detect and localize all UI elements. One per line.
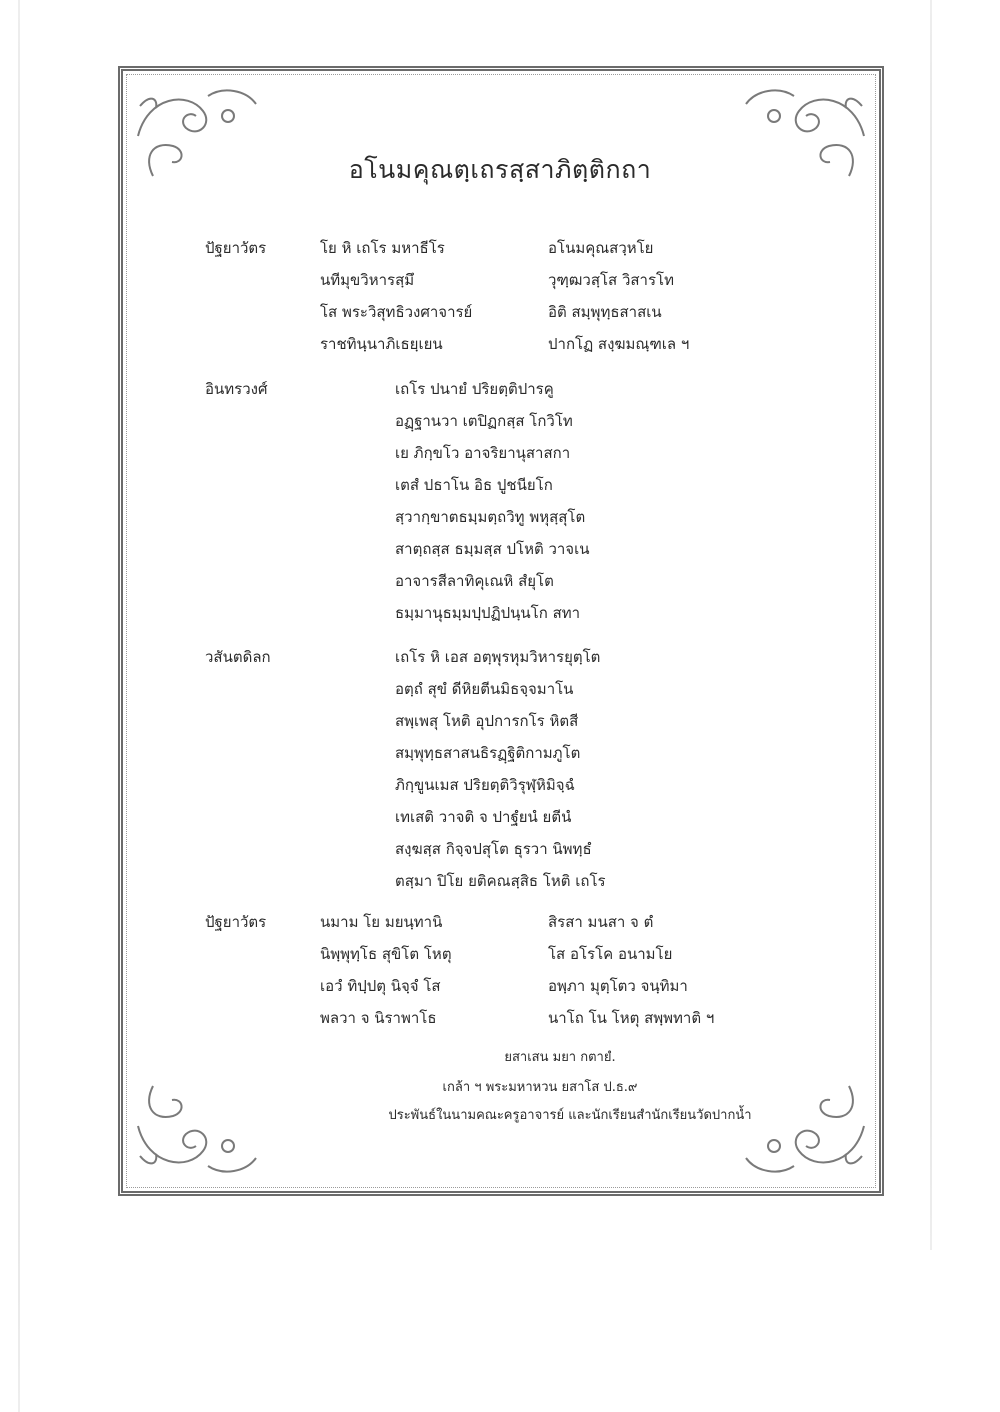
verse-line: เถโร หิ เอส อตฺพุรหุมวิหารยุตฺโต — [395, 648, 601, 666]
scan-edge — [18, 0, 20, 1412]
verse-line: อตฺถํ สุขํ ดีหิยตีนมิธจฺจมาโน — [395, 680, 574, 698]
verse-line: อิติ สมฺพุทฺธสาสเน — [548, 303, 662, 321]
verse-line: วุฑฺฒวสฺโส วิสารโท — [548, 271, 674, 289]
verse-line: สฺวากฺขาตธมฺมตฺถวิทู พหุสฺสุโต — [395, 508, 586, 526]
verse-line: โส พระวิสุทธิวงศาจารย์ — [320, 303, 473, 321]
verse-line: ราชทินฺนาภิเธยฺเยน — [320, 335, 443, 353]
verse-line: เอวํ ทิปฺปตุ นิจฺจํ โส — [320, 977, 441, 995]
verse-line: นมาม โย มยนฺทานิ — [320, 913, 443, 931]
verse-line: อพฺภา มุตฺโตว จนฺทิมา — [548, 977, 688, 995]
verse-line: โส อโรโค อนามโย — [548, 945, 673, 963]
verse-line: นาโถ โน โหตุ สพฺพทาติ ฯ — [548, 1009, 715, 1027]
footer-line: ยสาเสน มยา กตายํ. — [504, 1050, 616, 1065]
verse-line: อฏฺฐานวา เตปิฏกสฺส โกวิโท — [395, 412, 573, 430]
verse-line: เย ภิกฺขโว อาจริยานุสาสกา — [395, 444, 571, 462]
meter-label: ปัฐยาวัตร — [205, 913, 267, 931]
verse-line: นทีมุขวิหารสฺมึ — [320, 271, 415, 289]
verse-line: เถโร ปนายํ ปริยตฺติปารคู — [395, 380, 554, 398]
verse-line: ภิกฺขูนเมส ปริยตฺติวิรุฬฺหิมิจฺฉํ — [395, 776, 575, 794]
verse-line: อาจารสีลาทิคุเณหิ สํยุโต — [395, 572, 554, 590]
author-line: เกล้า ฯ พระมหาหวน ยสาโส ป.ธ.๙ — [442, 1080, 638, 1095]
dedication-line: ประพันธ์ในนามคณะครูอาจารย์ และนักเรียนสำนักเรียนวัดปากน้ำ — [388, 1108, 752, 1123]
verse-line: สพฺเพสุ โหติ อุปการกโร หิตสี — [395, 712, 579, 730]
meter-label: ปัฐยาวัตร — [205, 239, 267, 257]
verse-line: ธมฺมานุธมฺมปฺปฏิปนฺนโก สทา — [395, 604, 581, 622]
verse-line: ตสฺมา ปิโย ยติคณสฺสิธ โหติ เถโร — [395, 872, 606, 890]
verse-line: อโนมคุณสวฺหโย — [548, 239, 654, 257]
verse-line: เทเสติ วาจติ จ ปาฐํยนํ ยตีนํ — [395, 808, 572, 826]
meter-label: อินทรวงศ์ — [205, 380, 268, 398]
verse-line: พลวา จ นิราพาโธ — [320, 1009, 437, 1027]
verse-line: โย หิ เถโร มหาธีโร — [320, 239, 445, 257]
verse-line: สาตฺถสฺส ธมฺมสฺส ปโหติ วาจเน — [395, 540, 590, 558]
verse-line: สิรสา มนสา จ ตํ — [548, 913, 654, 931]
verse-line: นิพฺพุทฺโธ สุขิโต โหตุ — [320, 945, 452, 963]
document-title: อโนมคุณตฺเถรสฺสาภิตฺติกถา — [348, 155, 652, 184]
verse-line: เตสํ ปธาโน อิธ ปูชนียโก — [395, 476, 553, 494]
verse-line: ปากโฏ สงฺฆมณฺฑเล ฯ — [548, 335, 690, 353]
verse-line: สมฺพุทฺธสาสนธิรฏฺฐิติกามภูโต — [395, 744, 581, 762]
verse-line: สงฺฆสฺส กิจฺจปสุโต ธุรวา นิพทฺธํ — [395, 840, 592, 858]
meter-label: วสันตดิลก — [205, 648, 271, 666]
